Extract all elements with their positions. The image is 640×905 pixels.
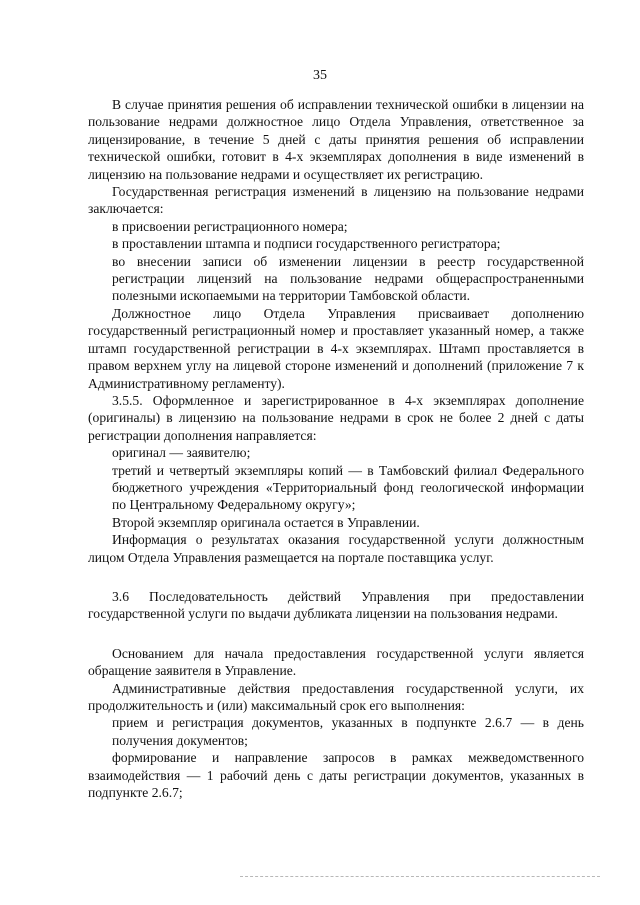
section-gap — [88, 623, 584, 645]
paragraph-information-portal: Информация о результатах оказания государственной услуги должностным лицом Отдела Управления размещается на портале поставщика услуг. — [88, 532, 584, 565]
list-item-copies-to-fund: третий и четвертый экземпляры копий — в Тамбовский филиал Федерального бюджетного учреждения «Территориальный фонд геологической информации по Центральному Федеральному округу»; — [112, 462, 584, 513]
paragraph-basis-for-start: Основанием для начала предоставления государственной услуги является обращение заявителя в Управление. — [88, 645, 584, 679]
paragraph-registration-intro: Государственная регистрация изменений в лицензию на пользование недрами заключается: — [88, 184, 584, 217]
document-body — [88, 96, 584, 801]
footer-divider — [240, 876, 600, 877]
paragraph-interagency-requests: формирование и направление запросов в рамках межведомственного взаимодействия — 1 рабочий день с даты регистрации документов, указанных в подпункте 2.6.7; — [88, 750, 584, 801]
list-item-number-assignment: в присвоении регистрационного номера; — [112, 218, 348, 234]
list-item-stamp-signature: в проставлении штампа и подписи государственного регистратора; — [112, 236, 501, 252]
paragraph-official-assigns-number: Должностное лицо Отдела Управления присваивает дополнению государственный регистрационный номер и проставляет указанный номер, а также штамп государственной регистрации в 4-х экземплярах. Штамп проставляется в правом верхнем углу на лицевой стороне изменений и дополнений (приложение 7 к Административному регламенту). — [88, 305, 584, 391]
section-heading-3-6: 3.6 Последовательность действий Управления при предоставлении государственной услуги по выдачи дубликата лицензии на пользования недрами. — [88, 588, 584, 622]
paragraph-3-5-5: 3.5.5. Оформленное и зарегистрированное в 4-х экземплярах дополнение (оригиналы) в лицензию на пользование недрами в срок не более 2 дней с даты регистрации дополнения направляется: — [88, 392, 584, 443]
page-number: 35 — [313, 68, 327, 83]
list-item-registry-entry: во внесении записи об изменении лицензии в реестр государственной регистрации лицензий на пользование недрами общераспространенными полезными ископаемыми на территории Тамбовской области. — [112, 253, 584, 304]
paragraph-administrative-actions: Административные действия предоставления государственной услуги, их продолжительность и (или) максимальный срок его выполнения: — [88, 680, 584, 713]
section-gap — [88, 566, 584, 588]
paragraph-second-copy: Второй экземпляр оригинала остается в Управлении. — [112, 514, 420, 530]
list-item-document-intake: прием и регистрация документов, указанных в подпункте 2.6.7 — в день получения документов; — [112, 715, 584, 748]
list-item-original-to-applicant: оригинал — заявителю; — [112, 445, 251, 461]
paragraph-error-correction: В случае принятия решения об исправлении технической ошибки в лицензии на пользование недрами должностное лицо Отдела Управления, ответственное за лицензирование, в течение 5 дней с даты принятия решения об исправлении технической ошибки, готовит в 4-х экземплярах дополнения в виде изменений в лицензию на пользование недрами и осуществляет их регистрацию. — [88, 97, 584, 182]
